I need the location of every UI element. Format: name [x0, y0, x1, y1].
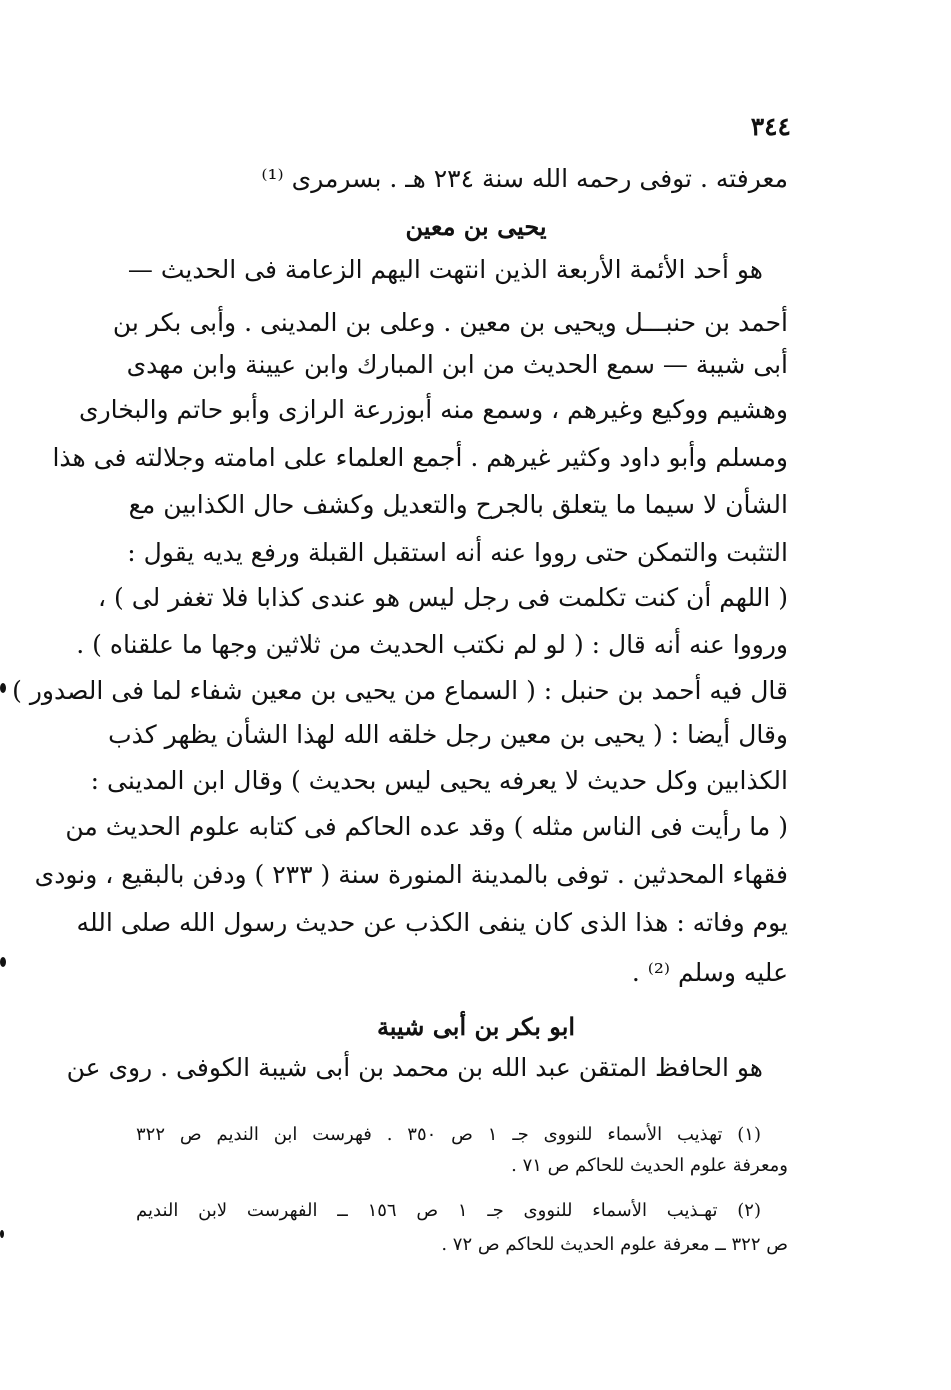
intro-line: معرفته . توفى رحمه الله سنة ٢٣٤ هـ . بسرمرى ⁽¹⁾ [261, 164, 788, 193]
scan-mark [0, 683, 6, 693]
body-line: وقال أيضا : ( يحيى بن معين رجل خلقه الله لهذا الشأن يظهر كذب [108, 720, 788, 749]
body-line: ورووا عنه أنه قال : ( لو لم نكتب الحديث من ثلاثين وجها ما علقناه ) . [76, 630, 788, 659]
body-line: قال فيه أحمد بن حنبل : ( السماع من يحيى بن معين شفاء لما فى الصدور ) [12, 676, 788, 705]
body-line: وهشيم ووكيع وغيرهم ، وسمع منه أبوزرعة الرازى وأبو حاتم والبخارى [79, 395, 788, 424]
body-line: هو الحافظ المتقن عبد الله بن محمد بن أبى شيبة الكوفى . روى عن [66, 1053, 763, 1082]
body-line: هو أحد الأئمة الأربعة الذين انتهت اليهم الزعامة فى الحديث — [127, 255, 763, 284]
body-line: ( ما رأيت فى الناس مثله ) وقد عده الحاكم فى كتابه علوم الحديث من [65, 812, 788, 841]
footnote-2-line-1: (٢) تهـذيب الأسماء للنووى جـ ١ ص ١٥٦ ــ الفهرست لابن النديم [136, 1200, 761, 1221]
section-heading-yahya: يحيى بن معين [405, 212, 547, 241]
section-heading-abu-bakr: ابو بكر بن أبى شيبة [376, 1012, 576, 1041]
footnote-1-line-1: (١) تهذيب الأسماء للنووى جـ ١ ص ٣٥٠ . فهرست ابن النديم ص ٣٢٢ [136, 1124, 761, 1145]
body-line: ومسلم وأبو داود وكثير غيرهم . أجمع العلماء على امامته وجلالته فى هذا [52, 443, 788, 472]
body-line: الكذابين وكل حديث لا يعرفه يحيى ليس بحديث ) وقال ابن المدينى : [90, 766, 788, 795]
body-line: أبى شيبة — سمع الحديث من ابن المبارك وابن عيينة وابن مهدى [126, 350, 788, 379]
body-line: فقهاء المحدثين . توفى بالمدينة المنورة سنة ( ٢٣٣ ) ودفن بالبقيع ، ونودى [34, 860, 788, 889]
body-line: ( اللهم أن كنت تكلمت فى رجل ليس هو عندى كذابا فلا تغفر لى ) ، [98, 583, 788, 612]
body-line: يوم وفاته : هذا الذى كان ينفى الكذب عن حديث رسول الله صلى الله [76, 908, 788, 937]
body-line: أحمد بن حنبـــل ويحيى بن معين . وعلى بن المدينى . وأبى بكر بن [112, 308, 788, 337]
footnote-1-line-2: ومعرفة علوم الحديث للحاكم ص ٧١ . [511, 1155, 788, 1176]
scan-mark [0, 957, 6, 967]
scan-mark [0, 1230, 4, 1238]
footnote-2-line-2: ص ٣٢٢ ــ معرفة علوم الحديث للحاكم ص ٧٢ . [441, 1234, 788, 1255]
body-line: عليه وسلم ⁽²⁾ . [631, 958, 788, 987]
page-number: ٣٤٤ [750, 112, 791, 141]
body-line: الشأن لا سيما ما يتعلق بالجرح والتعديل وكشف حال الكذابين مع [128, 490, 788, 519]
body-line: التثبت والتمكن حتى رووا عنه أنه استقبل القبلة ورفع يديه يقول : [127, 538, 788, 567]
